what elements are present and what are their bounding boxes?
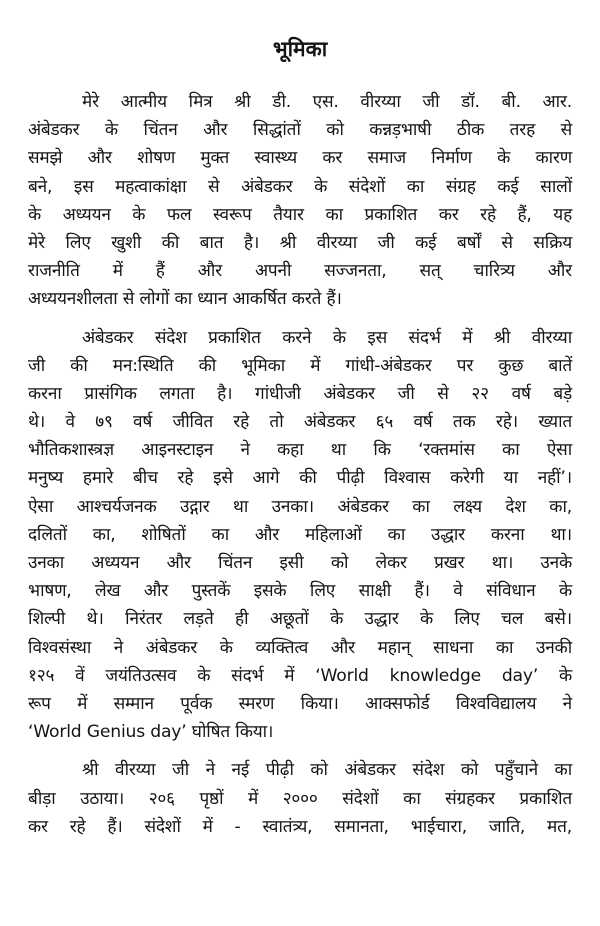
paragraph-3 bbox=[28, 756, 572, 841]
text-line: के अध्ययन के फल स्वरूप तैयार का प्रकाशित कर रहे हैं, यह bbox=[28, 204, 572, 225]
text-line: मेरे लिए खुशी की बात है। श्री वीरय्या जी कई बर्षों से सक्रिय bbox=[28, 232, 572, 253]
text-line: बीड़ा उठाया। २०६ पृष्ठों में २००० संदेशों का संग्रहकर प्रकाशित bbox=[28, 788, 572, 809]
text-line: जी की मन:स्थिति की भूमिका में गांधी-अंबेडकर पर कुछ बातें bbox=[28, 355, 572, 376]
page-title: भूमिका bbox=[272, 37, 328, 61]
text-line: कर रहे हैं। संदेशों में - स्वातंत्र्य, समानता, भाईचारा, जाति, मत, bbox=[28, 816, 572, 837]
text-line: उनका अध्ययन और चिंतन इसी को लेकर प्रखर था। उनके bbox=[28, 553, 572, 573]
text-line: श्री वीरय्या जी ने नई पीढ़ी को अंबेडकर संदेश को पहुँचाने का bbox=[82, 760, 572, 781]
text-line: अंबेडकर के चिंतन और सिद्धांतों को कन्नड़भाषी ठीक तरह से bbox=[28, 120, 572, 141]
text-line: करना प्रासंगिक लगता है। गांधीजी अंबेडकर जी से २२ वर्ष बड़े bbox=[28, 383, 572, 404]
text-line: अध्ययनशीलता से लोगों का ध्यान आकर्षित करते हैं। bbox=[28, 289, 342, 310]
text-line: ऐसा आश्चर्यजनक उद्गार था उनका। अंबेडकर का लक्ष्य देश का, bbox=[28, 496, 572, 517]
text-line: भौतिकशास्त्रज्ञ आइनस्टाइन ने कहा था कि ‘रक्तमांस का ऐसा bbox=[28, 440, 572, 461]
text-line: अंबेडकर संदेश प्रकाशित करने के इस संदर्भ में श्री वीरय्या bbox=[82, 327, 572, 348]
text-line: मेरे आत्मीय मित्र श्री डी. एस. वीरय्या जी डॉ. बी. आर. bbox=[82, 92, 572, 112]
text-line: विश्वसंस्था ने अंबेडकर के व्यक्तित्व और महान् साधना का उनकी bbox=[28, 637, 572, 658]
text-line: भाषण, लेख और पुस्तकें इसके लिए साक्षी हैं। वे संविधान के bbox=[28, 581, 572, 602]
text-line: ‘World Genius day’ घोषित किया। bbox=[28, 722, 274, 743]
text-line: बने, इस महत्वाकांक्षा से अंबेडकर के संदेशों का संग्रह कई सालों bbox=[28, 176, 572, 197]
text-line: थे। वे ७९ वर्ष जीवित रहे तो अंबेडकर ६५ वर्ष तक रहे। ख्यात bbox=[28, 412, 572, 433]
text-line: समझे और शोषण मुक्त स्वास्थ्य कर समाज निर्माण के कारण bbox=[28, 148, 572, 169]
paragraph-2 bbox=[28, 324, 572, 747]
text-line: शिल्पी थे। निरंतर लड़ते ही अछूतों के उद्धार के लिए चल बसे। bbox=[28, 609, 572, 630]
text-line: दलितों का, शोषितों का और महिलाओं का उद्धार करना था। bbox=[28, 524, 572, 545]
text-line: १२५ वें जयंतिउत्सव के संदर्भ में ‘World knowledge day’ के bbox=[28, 665, 572, 686]
text-line: रूप में सम्मान पूर्वक स्मरण किया। आक्सफोर्ड विश्वविद्यालय ने bbox=[28, 693, 572, 714]
text-line: राजनीति में हैं और अपनी सज्जनता, सत् चारित्र्य और bbox=[28, 261, 572, 282]
paragraph-1 bbox=[28, 88, 572, 314]
text-line: मनुष्य हमारे बीच रहे इसे आगे की पीढ़ी विश्वास करेगी या नहीं’। bbox=[28, 468, 572, 489]
document-body bbox=[28, 88, 572, 851]
